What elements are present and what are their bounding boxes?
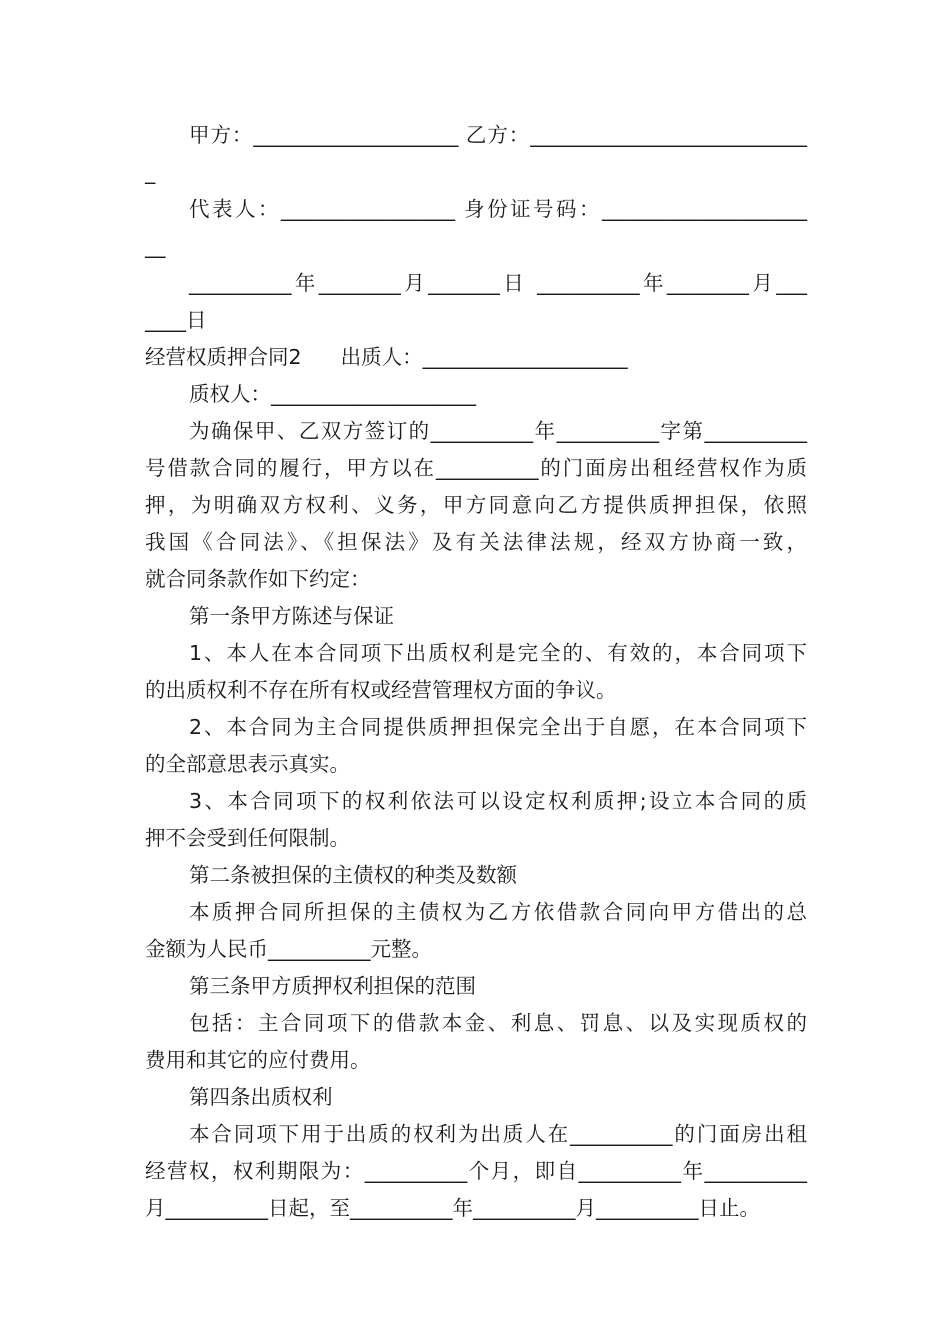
preamble-line-2: 号借款合同的履行，甲方以在__________的门面房出租经营权作为质 <box>145 456 807 480</box>
contract-title-pledgor-line: 经营权质押合同2 出质人：____________________ <box>145 345 628 369</box>
article-2-heading: 第二条被担保的主债权的种类及数额 <box>189 863 517 887</box>
representative-id-line: 代表人：_________________ 身份证号码：____________________ <box>189 197 807 221</box>
preamble-line-3: 押，为明确双方权利、义务，甲方同意向乙方提供质押担保，依照 <box>145 493 807 517</box>
article-2-line-1: 本质押合同所担保的主债权为乙方依借款合同向甲方借出的总 <box>189 900 807 924</box>
article-1-item-3-line-2: 押不会受到任何限制。 <box>145 826 350 850</box>
pledgee-line: 质权人：____________________ <box>189 382 476 406</box>
article-2-line-2: 金额为人民币__________元整。 <box>145 937 432 961</box>
article-4-line-1: 本合同项下用于出质的权利为出质人在__________的门面房出租 <box>189 1122 807 1146</box>
date-line: __________年________月_______日 __________年________月___ <box>189 271 807 295</box>
article-4-line-3: 月__________日起，至__________年__________月__________日止。 <box>145 1196 760 1220</box>
article-3-line-1: 包括：主合同项下的借款本金、利息、罚息、以及实现质权的 <box>189 1011 807 1035</box>
preamble-line-1: 为确保甲、乙双方签订的__________年__________字第__________ <box>189 419 807 443</box>
article-1-item-2-line-2: 的全部意思表示真实。 <box>145 752 350 776</box>
article-1-item-2-line-1: 2、本合同为主合同提供质押担保完全出于自愿，在本合同项下 <box>189 715 807 739</box>
article-1-heading: 第一条甲方陈述与保证 <box>189 604 394 628</box>
party-a-b-line-overflow: _ <box>145 160 156 184</box>
date-line-overflow: ____日 <box>145 308 207 332</box>
party-a-b-line: 甲方：____________________ 乙方：___________________________ <box>189 123 807 147</box>
article-4-line-2: 经营权，权利期限为：__________个月，即自__________年__________ <box>145 1159 807 1183</box>
article-1-item-3-line-1: 3、本合同项下的权利依法可以设定权利质押;设立本合同的质 <box>189 789 807 813</box>
article-3-heading: 第三条甲方质押权利担保的范围 <box>189 974 476 998</box>
document-page <box>145 117 807 1227</box>
representative-id-line-overflow: __ <box>145 234 166 258</box>
article-4-heading: 第四条出质权利 <box>189 1085 333 1109</box>
article-1-item-1-line-2: 的出质权利不存在所有权或经营管理权方面的争议。 <box>145 678 617 702</box>
preamble-line-4: 我国《合同法》、《担保法》及有关法律法规，经双方协商一致， <box>145 530 807 554</box>
article-1-item-1-line-1: 1、本人在本合同项下出质权利是完全的、有效的，本合同项下 <box>189 641 807 665</box>
article-3-line-2: 费用和其它的应付费用。 <box>145 1048 371 1072</box>
preamble-line-5: 就合同条款作如下约定： <box>145 567 371 591</box>
